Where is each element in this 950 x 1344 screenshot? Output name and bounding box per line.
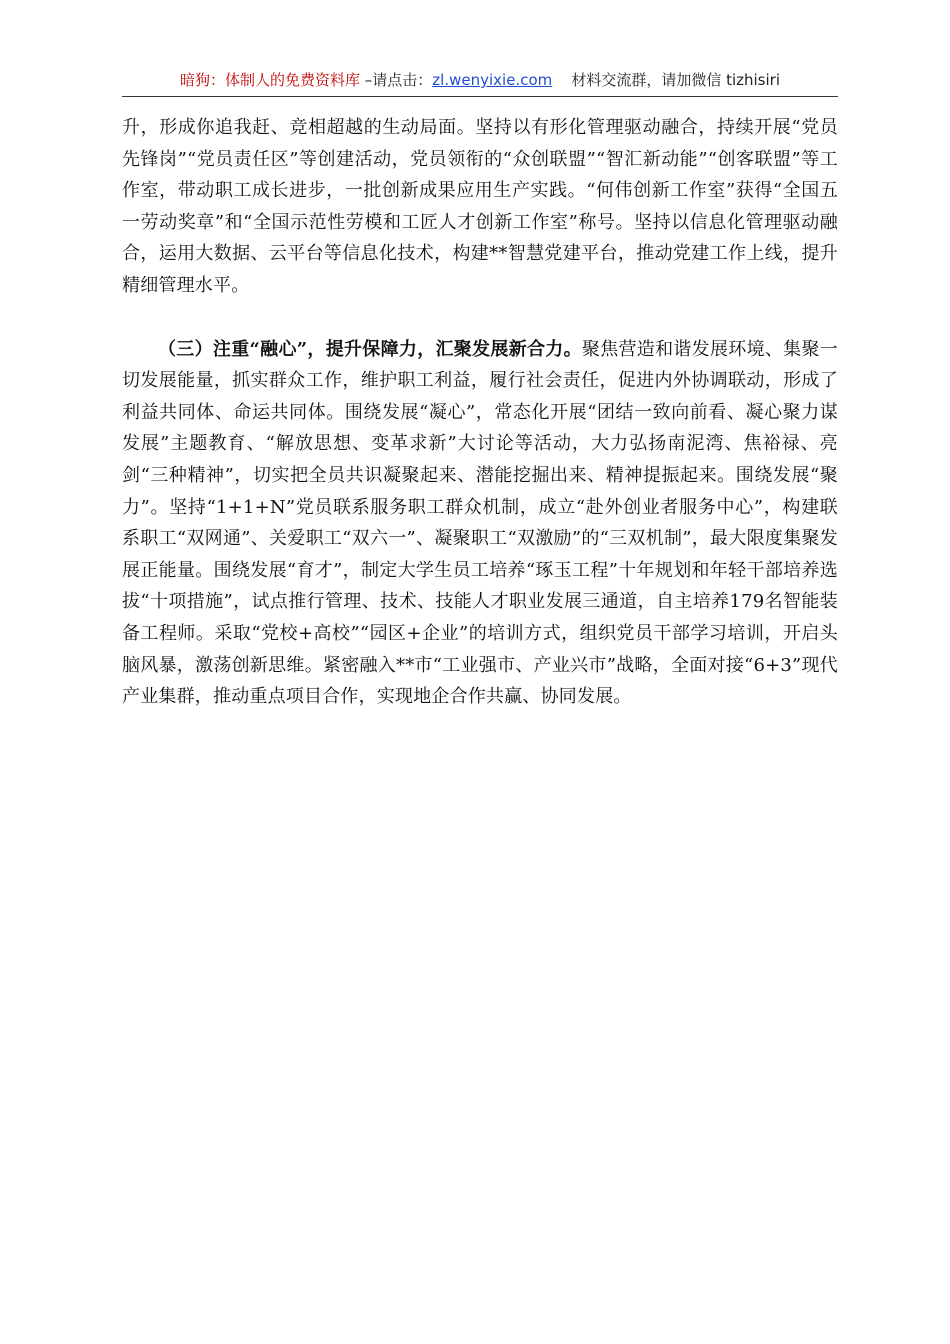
page-header (122, 66, 838, 97)
header-site-name: 暗狗：体制人的免费资料库 (180, 71, 361, 89)
header-contact: 材料交流群，请加微信 tizhisiri (571, 71, 780, 89)
section-heading: （三）注重“融心”，提升保障力，汇聚发展新合力。 (158, 338, 582, 360)
header-click-label: –请点击： (360, 71, 433, 89)
document-body (122, 112, 838, 713)
header-link[interactable]: zl.wenyixie.com (432, 71, 553, 89)
paragraph-text: 聚焦营造和谐发展环境、集聚一切发展能量，抓实群众工作，维护职工利益，履行社会责任，促进内外协调联动，形成了利益共同体、命运共同体。围绕发展“凝心”，常态化开展“团结一致向前看、凝心聚力谋发展”主题教育、“解放思想、变革求新”大讨论等活动，大力弘扬南泥湾、焦裕禄、亮剑“三种精神”，切实把全员共识凝聚起来、潜能挖掘出来、精神提振起来。围绕发展“聚力”。坚持“1+1+N”党员联系服务职工群众机制，成立“赴外创业者服务中心”，构建联系职工“双网通”、关爱职工“双六一”、凝聚职工“双激励”的“三双机制”，最大限度集聚发展正能量。围绕发展“育才”，制定大学生员工培养“琢玉工程”十年规划和年轻干部培养选拔“十项措施”，试点推行管理、技术、技能人才职业发展三通道，自主培养179名智能装备工程师。采取“党校+高校”“园区+企业”的培训方式，组织党员干部学习培训，开启头脑风暴，激荡创新思维。紧密融入**市“工业强市、产业兴市”战略，全面对接“6+3”现代产业集群，推动重点项目合作，实现地企合作共赢、协同发展。 (122, 338, 838, 708)
paragraph-continuation (122, 112, 838, 302)
paragraph-text: 升，形成你追我赶、竞相超越的生动局面。坚持以有形化管理驱动融合，持续开展“党员先锋岗”“党员责任区”等创建活动，党员领衔的“众创联盟”“智汇新动能”“创客联盟”等工作室，带动职工成长进步，一批创新成果应用生产实践。“何伟创新工作室”获得“全国五一劳动奖章”和“全国示范性劳模和工匠人才创新工作室”称号。坚持以信息化管理驱动融合，运用大数据、云平台等信息化技术，构建**智慧党建平台，推动党建工作上线，提升精细管理水平。 (122, 117, 838, 296)
paragraph-section-three (122, 334, 838, 713)
